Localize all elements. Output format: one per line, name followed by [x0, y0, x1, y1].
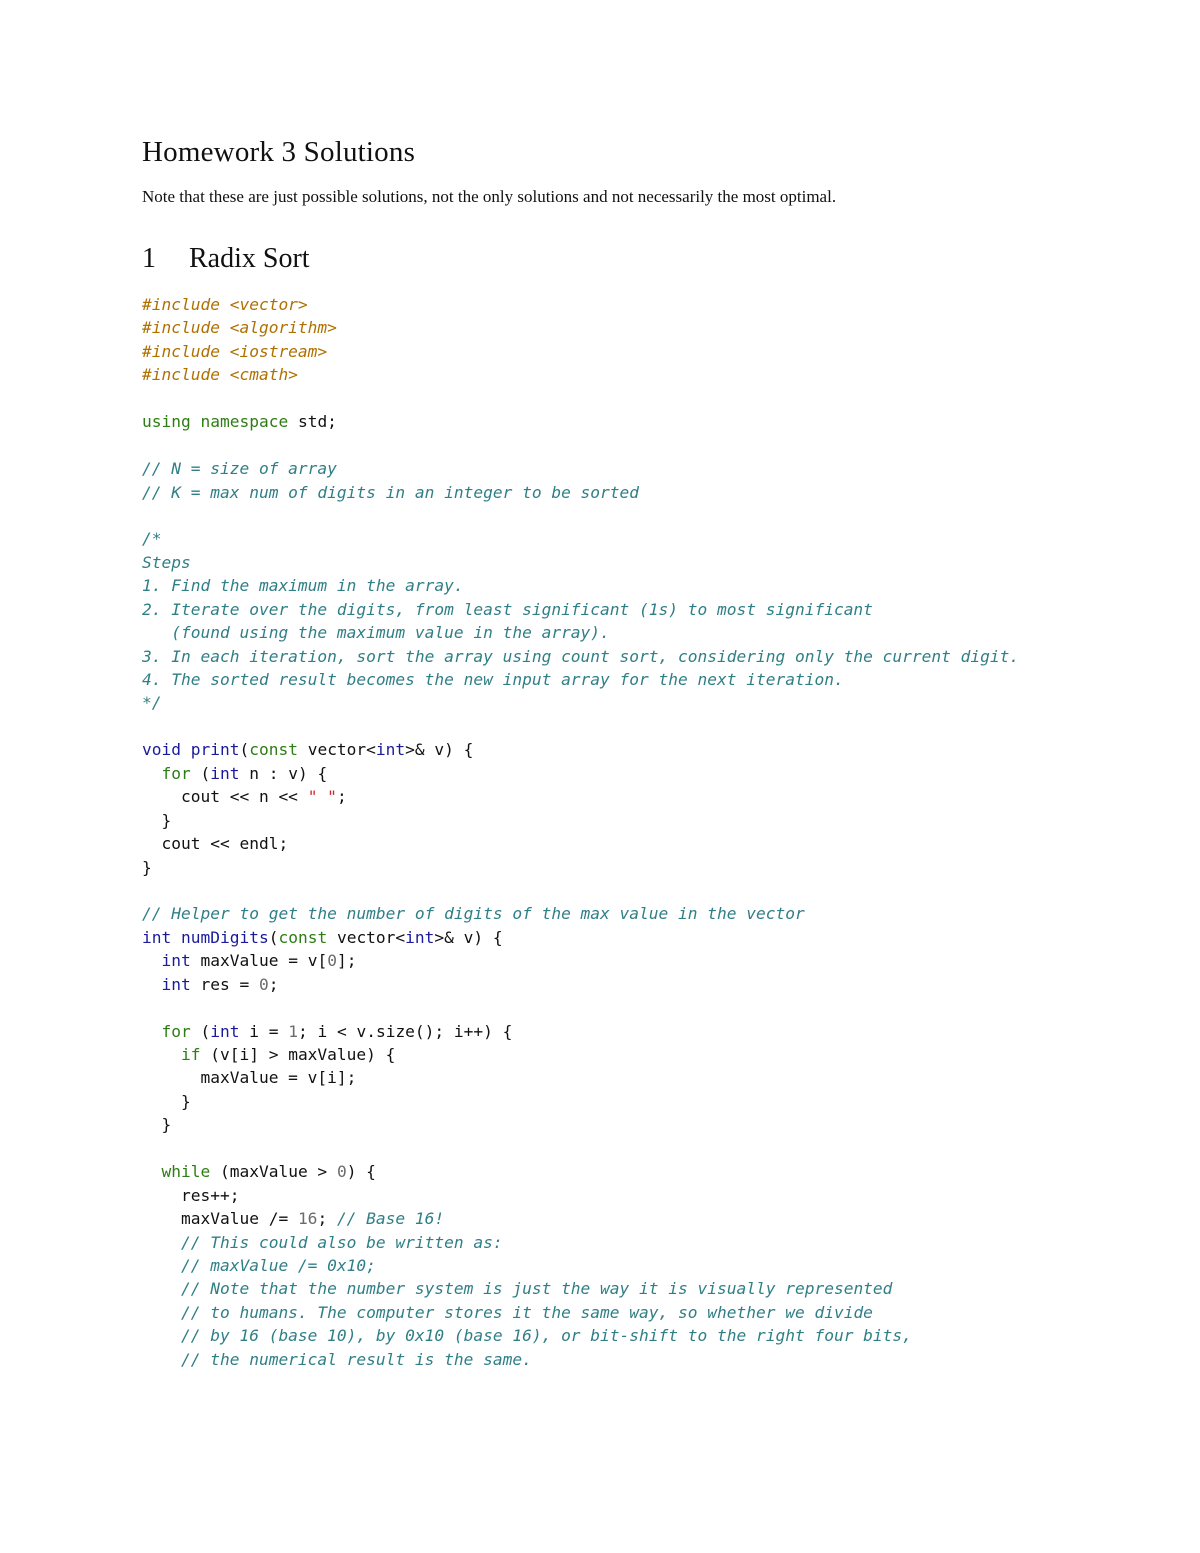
code-token: [142, 1233, 181, 1252]
code-token: (: [268, 927, 279, 947]
code-line: [142, 1090, 1019, 1113]
code-token: // Helper to get the number of digits of the max value in the vector: [142, 904, 805, 924]
code-token: #include <iostream>: [142, 341, 328, 361]
code-line: [142, 434, 1019, 457]
code-line: [142, 293, 1019, 316]
code-line: [142, 1160, 1019, 1183]
code-token: // the numerical result is the same.: [180, 1349, 532, 1369]
code-token: int: [142, 927, 172, 947]
code-line: [142, 1277, 1019, 1300]
code-line: [142, 668, 1019, 691]
code-token: 1. Find the maximum in the array.: [142, 576, 464, 596]
code-token: vector<: [327, 927, 406, 947]
code-token: void: [142, 740, 181, 760]
code-line: [142, 738, 1019, 761]
code-token: ;: [336, 787, 347, 807]
code-line: [142, 621, 1019, 644]
code-line: [142, 551, 1019, 574]
code-token: // This could also be written as:: [180, 1232, 503, 1252]
code-line: [142, 1137, 1019, 1160]
code-line: [142, 1348, 1019, 1371]
code-token: }: [142, 857, 152, 877]
section-heading: [142, 242, 310, 276]
code-token: 4. The sorted result becomes the new input array for the next iteration.: [142, 670, 844, 689]
code-token: for: [161, 763, 191, 783]
code-token: numDigits: [181, 927, 269, 947]
code-token: cout << endl;: [142, 834, 289, 854]
code-token: [142, 1350, 181, 1369]
code-token: #include <cmath>: [142, 365, 298, 385]
code-token: [142, 975, 162, 994]
code-line: [142, 527, 1019, 550]
code-token: for: [161, 1021, 191, 1041]
code-token: [142, 1303, 181, 1322]
code-line: [142, 410, 1019, 433]
code-token: int: [161, 951, 191, 971]
code-token: ; i < v.size(); i++) {: [297, 1021, 513, 1041]
code-token: // Note that the number system is just the way it is visually represented: [180, 1279, 893, 1299]
code-token: */: [142, 693, 162, 713]
code-token: (: [190, 1021, 211, 1041]
code-token: ];: [336, 951, 357, 971]
code-token: n : v) {: [239, 763, 328, 783]
code-token: >& v) {: [434, 927, 503, 947]
code-token: if: [180, 1045, 201, 1064]
code-token: [142, 1256, 181, 1275]
code-token: [142, 1022, 162, 1041]
code-token: print: [190, 740, 240, 760]
code-line: [142, 363, 1019, 386]
code-line: [142, 926, 1019, 949]
code-token: [142, 951, 162, 970]
code-line: [142, 973, 1019, 996]
section-number: 1: [142, 243, 156, 274]
code-line: [142, 902, 1019, 925]
code-token: // by 16 (base 10), by 0x10 (base 16), or bit-shift to the right four bits,: [180, 1326, 912, 1346]
code-token: int: [210, 1021, 240, 1041]
code-token: [142, 1279, 181, 1298]
code-token: int: [210, 763, 240, 783]
code-token: maxValue /=: [142, 1209, 298, 1229]
code-token: 2. Iterate over the digits, from least significant (1s) to most significant: [142, 599, 873, 619]
code-line: [142, 879, 1019, 902]
code-line: [142, 387, 1019, 410]
code-token: const: [249, 740, 298, 760]
code-token: ;: [317, 1209, 337, 1229]
code-token: int: [161, 974, 191, 994]
code-token: #include <algorithm>: [142, 318, 337, 338]
code-token: std;: [288, 412, 337, 432]
code-token: }: [142, 810, 172, 830]
code-token: using: [142, 412, 191, 432]
code-token: (found using the maximum value in the array).: [142, 623, 610, 643]
code-line: [142, 949, 1019, 972]
code-line: [142, 715, 1019, 738]
code-token: // K = max num of digits in an integer to be sorted: [142, 482, 640, 502]
solutions-note: Note that these are just possible solutions, not the only solutions and not necessarily the most optimal.: [142, 187, 837, 206]
code-token: int: [375, 740, 406, 760]
code-token: ;: [268, 974, 279, 994]
code-line: [142, 1207, 1019, 1230]
code-token: [142, 764, 162, 783]
code-token: maxValue = v[: [190, 951, 328, 971]
code-token: const: [278, 927, 328, 947]
code-token: }: [142, 1091, 191, 1111]
code-token: (: [239, 740, 250, 760]
code-token: int: [405, 927, 435, 947]
code-line: [142, 856, 1019, 879]
document-title: Homework 3 Solutions: [142, 136, 416, 168]
code-token: ) {: [346, 1162, 376, 1182]
code-line: [142, 457, 1019, 480]
code-line: [142, 762, 1019, 785]
code-token: (: [190, 763, 211, 783]
code-token: " ": [307, 787, 337, 807]
code-token: [171, 928, 181, 947]
code-token: namespace: [200, 412, 289, 432]
code-line: [142, 996, 1019, 1019]
code-line: [142, 1301, 1019, 1324]
code-line: [142, 481, 1019, 504]
code-token: (maxValue >: [210, 1162, 337, 1182]
code-token: (v[i] > maxValue) {: [200, 1045, 396, 1064]
code-line: [142, 1231, 1019, 1254]
code-token: 0: [336, 1162, 347, 1182]
code-token: res++;: [142, 1185, 240, 1205]
code-token: cout << n <<: [142, 787, 308, 807]
code-token: maxValue = v[i];: [142, 1068, 357, 1088]
code-token: 0: [327, 951, 337, 971]
code-token: [142, 1045, 181, 1064]
code-token: }: [142, 1115, 172, 1135]
code-line: [142, 1254, 1019, 1277]
code-line: [142, 645, 1019, 668]
code-line: [142, 1066, 1019, 1089]
code-line: [142, 691, 1019, 714]
code-line: [142, 316, 1019, 339]
code-token: 1: [288, 1021, 298, 1041]
section-title: Radix Sort: [189, 243, 310, 274]
code-line: [142, 574, 1019, 597]
code-token: // Base 16!: [336, 1209, 445, 1229]
code-token: 0: [258, 974, 269, 994]
code-line: [142, 1324, 1019, 1347]
code-line: [142, 1184, 1019, 1207]
code-token: while: [161, 1162, 211, 1182]
code-token: [142, 1326, 181, 1345]
code-line: [142, 785, 1019, 808]
code-line: [142, 1043, 1019, 1066]
code-token: 16: [297, 1209, 318, 1229]
code-line: [142, 809, 1019, 832]
code-token: #include <vector>: [142, 295, 308, 314]
code-token: // to humans. The computer stores it the same way, so whether we divide: [180, 1302, 873, 1322]
code-line: [142, 340, 1019, 363]
code-line: [142, 504, 1019, 527]
code-token: Steps: [142, 552, 191, 572]
code-token: // maxValue /= 0x10;: [180, 1255, 376, 1275]
code-token: >& v) {: [405, 740, 474, 760]
code-token: res =: [190, 974, 259, 994]
code-line: [142, 1020, 1019, 1043]
code-listing: [142, 293, 1019, 1371]
code-line: [142, 1113, 1019, 1136]
code-token: [181, 740, 191, 759]
code-line: [142, 598, 1019, 621]
code-token: /*: [142, 529, 162, 549]
code-token: 3. In each iteration, sort the array using count sort, considering only the current digit.: [142, 646, 1020, 666]
code-token: // N = size of array: [142, 459, 337, 479]
code-token: i =: [239, 1021, 289, 1041]
code-token: vector<: [297, 740, 376, 760]
code-token: [142, 1162, 162, 1181]
code-line: [142, 832, 1019, 855]
